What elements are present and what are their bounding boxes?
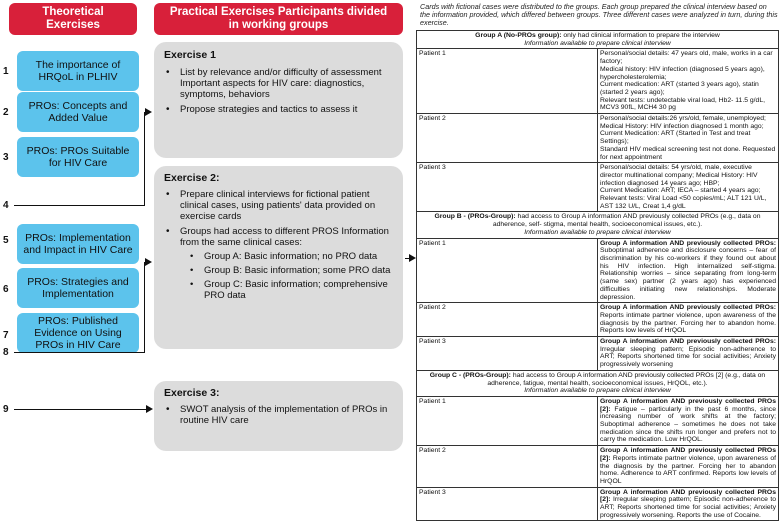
item-number-8: 8 bbox=[3, 347, 9, 358]
group-a-head-rest: only had clinical information to prepare the interview bbox=[561, 32, 720, 39]
item-number-5: 5 bbox=[3, 235, 9, 246]
group-b-head-bold: Group B - (PROs-Group): bbox=[434, 213, 516, 221]
theoretical-item-evidence: PROs: Published Evidence on Using PROs in HIV Care bbox=[17, 313, 139, 353]
pro-lead: Group A information AND previously collected PROs: bbox=[600, 304, 776, 312]
theoretical-item-strategies: PROs: Strategies and Implementation bbox=[17, 268, 139, 308]
patient-details bbox=[598, 487, 779, 521]
item-number-4: 4 bbox=[3, 200, 9, 211]
table-row bbox=[417, 114, 779, 163]
group-a-head-italic: Information available to prepare clinical interview bbox=[524, 39, 671, 47]
theoretical-header: Theoretical Exercises bbox=[9, 3, 137, 35]
pro-lead: Group A information AND previously collected PROs: bbox=[600, 239, 776, 247]
theoretical-item-suitable: PROs: PROs Suitable for HIV Care bbox=[17, 137, 139, 177]
detail-line: Current Medication: ART; IECA – started 4 years ago; bbox=[600, 187, 761, 195]
pro-text: Suboptimal adherence and disclosure concerns – fear of discrimination by his co-workers if they found out about his HIV infection. High internalized self-stigma. Relationship worries – since separating from long-term (same sex) partner (2 years ago) has experienced difficulties initiating new relationships. Moderate depression. bbox=[600, 247, 776, 301]
patient-label: Patient 2 bbox=[417, 446, 598, 488]
exercise-2-bullet: • Prepare clinical interviews for fictional patient clinical cases, using patients' data provided on exercise cards bbox=[164, 189, 393, 222]
connector-8-up bbox=[144, 262, 145, 353]
patient-details bbox=[598, 396, 779, 445]
connector-8 bbox=[14, 352, 144, 353]
table-row bbox=[417, 396, 779, 445]
connector-4 bbox=[14, 205, 144, 206]
detail-line: Personal/social details: 47 years old, male, works in a car factory; bbox=[600, 50, 773, 66]
table-row bbox=[417, 163, 779, 212]
exercise-2-card bbox=[154, 166, 403, 349]
item-number-1: 1 bbox=[3, 66, 9, 77]
patient-label: Patient 3 bbox=[417, 163, 598, 212]
exercise-3-bullet: • SWOT analysis of the implementation of PROs in routine HIV care bbox=[164, 404, 393, 426]
cases-table bbox=[416, 30, 779, 521]
exercise-1-card bbox=[154, 42, 403, 158]
table-row bbox=[417, 446, 779, 488]
detail-line: Personal/social details:26 yrs/old, female, unemployed; bbox=[600, 115, 766, 123]
patient-details bbox=[598, 446, 779, 488]
patient-label: Patient 3 bbox=[417, 487, 598, 521]
exercise-3-title: Exercise 3: bbox=[164, 387, 220, 399]
detail-line: Current Medication: ART (Started in Test and treat Settings); bbox=[600, 130, 751, 146]
group-c-header bbox=[417, 370, 779, 396]
detail-line: Personal/social details: 54 yrs/old, male, executive director multinational company; Medical History: HIV infection diagnosed 14 years ago; HBP; bbox=[600, 164, 758, 187]
group-c-item: • Group C: Basic information; comprehensive PRO data bbox=[186, 279, 393, 301]
table-row bbox=[417, 49, 779, 114]
table-row bbox=[417, 337, 779, 371]
detail-line: Medical History: HIV infection diagnosed 1 month ago; bbox=[600, 122, 764, 130]
patient-label: Patient 2 bbox=[417, 303, 598, 337]
practical-header: Practical Exercises Participants divided in working groups bbox=[154, 3, 403, 35]
group-c-head-rest: had access to Group A information AND previously collected PROs [2] (e.g., data on adherence, fatigue, mental health, socioeconomical issues, HrQOL, etc.). bbox=[487, 371, 766, 387]
detail-line: Medical history: HIV infection (diagnosed 5 years ago), hypercholesterolemia; bbox=[600, 65, 765, 81]
exercise-1-title: Exercise 1 bbox=[164, 49, 216, 61]
table-row bbox=[417, 238, 779, 303]
pro-text: Reports intimate partner violence, upon awareness of the diagnosis by the partner. Forcing her to abandon home. Reports low levels of HrQOL bbox=[600, 311, 776, 335]
patient-label: Patient 2 bbox=[417, 114, 598, 163]
patient-details bbox=[598, 337, 779, 371]
pro-text: Irregular sleeping pattern; Episodic non-adherence to ART; Reports shortened time for social activities; Anxiety progressively worsening. Reports the use of Cocaine. bbox=[600, 496, 776, 519]
table-row bbox=[417, 487, 779, 521]
item-number-3: 3 bbox=[3, 152, 9, 163]
group-a-head-bold: Group A (No-PROs group): bbox=[475, 32, 562, 39]
arrow-cases bbox=[409, 254, 416, 262]
arrow-ex3 bbox=[146, 405, 153, 413]
table-row bbox=[417, 303, 779, 337]
detail-line: Relevant tests: Viral Load <50 copies/mL; ALT 121 U/L, AST 132 U/L, Creat 1,4 g/dL bbox=[600, 195, 767, 210]
group-a-header bbox=[417, 31, 779, 49]
pro-text: Fatigue – particularly in the past 6 months, since increasing number of work shifts at the factory; Suboptimal adherence – sometimes he does not take medication since the shifts run longer and prefers not to carry the medication. Low HrQOL. bbox=[600, 405, 776, 444]
exercise-2-bullet: • Groups had access to different PROS Information from the same clinical cases: bbox=[164, 226, 393, 248]
group-b-header bbox=[417, 212, 779, 238]
pro-lead: Group A information AND previously collected PROs [2]: bbox=[600, 488, 776, 504]
pro-text: Reports intimate partner violence, upon awareness of the diagnosis by the partner. Forcing her to abandon home. Adherence to ART confirmed. Reports low levels of HrQOL bbox=[600, 454, 776, 485]
theoretical-item-concepts: PROs: Concepts and Added Value bbox=[17, 92, 139, 132]
exercise-1-bullet: • Propose strategies and tactics to assess it bbox=[164, 104, 393, 115]
patient-label: Patient 3 bbox=[417, 337, 598, 371]
patient-details bbox=[598, 303, 779, 337]
detail-line: Current medication: ART (started 3 years ago), statin (started 2 years ago); bbox=[600, 81, 759, 96]
group-a-item: • Group A: Basic information; no PRO data bbox=[186, 251, 393, 262]
exercise-1-bullet: • List by relevance and/or difficulty of assessment Important aspects for HIV care: diagnostics, symptoms, behaviors bbox=[164, 67, 393, 100]
pro-text: Irregular sleeping pattern; Episodic non-adherence to ART; Reports shortened time for social activities; Anxiety progressively worsening bbox=[600, 345, 776, 369]
patient-details bbox=[598, 238, 779, 303]
connector-4-up bbox=[144, 112, 145, 206]
theoretical-item-implementation: PROs: Implementation and Impact in HIV Care bbox=[17, 224, 139, 264]
exercise-2-title: Exercise 2: bbox=[164, 172, 220, 184]
exercise-3-card bbox=[154, 381, 403, 451]
group-b-head-italic: Information available to prepare clinical interview bbox=[524, 228, 671, 236]
patient-label: Patient 1 bbox=[417, 238, 598, 303]
connector-9 bbox=[14, 409, 146, 410]
theoretical-item-hrqol: The importance of HRQoL in PLHIV bbox=[17, 51, 139, 91]
patient-details bbox=[598, 163, 779, 212]
patient-details bbox=[598, 49, 779, 114]
item-number-2: 2 bbox=[3, 107, 9, 118]
detail-line: Relevant tests: undetectable viral load, Hb2- 11.5 g/dL, MCV3 90fL, MCH4 30 pg bbox=[600, 96, 765, 112]
group-b-head-rest: had access to Group A information AND previously collected PROs (e.g., data on adherence, self- stigma, mental health, socioeconomical issues, etc.). bbox=[492, 213, 761, 229]
item-number-9: 9 bbox=[3, 404, 9, 415]
patient-details bbox=[598, 114, 779, 163]
cases-intro: Cards with fictional cases were distributed to the groups. Each group prepared the clinical interview based on the information provided, which differed between groups. Three different cases were analyzed in turn, during this exercise. bbox=[420, 2, 778, 28]
group-b-item: • Group B: Basic information; some PRO data bbox=[186, 265, 393, 276]
item-number-7: 7 bbox=[3, 330, 9, 341]
pro-lead: Group A information AND previously collected PROs [2]: bbox=[600, 447, 776, 462]
group-c-head-italic: Information available to prepare clinical interview bbox=[524, 387, 671, 395]
arrow-ex1 bbox=[145, 108, 152, 116]
item-number-6: 6 bbox=[3, 284, 9, 295]
pro-lead: Group A information AND previously collected PROs [2]: bbox=[600, 397, 776, 413]
group-c-head-bold: Group C - (PROs-Group): bbox=[429, 371, 511, 379]
arrow-ex2 bbox=[145, 258, 152, 266]
patient-label: Patient 1 bbox=[417, 396, 598, 445]
patient-label: Patient 1 bbox=[417, 49, 598, 114]
pro-lead: Group A information AND previously collected PROs: bbox=[600, 338, 776, 346]
detail-line: Standard HIV medical screening test not done. Requested for next appointment bbox=[600, 145, 776, 161]
